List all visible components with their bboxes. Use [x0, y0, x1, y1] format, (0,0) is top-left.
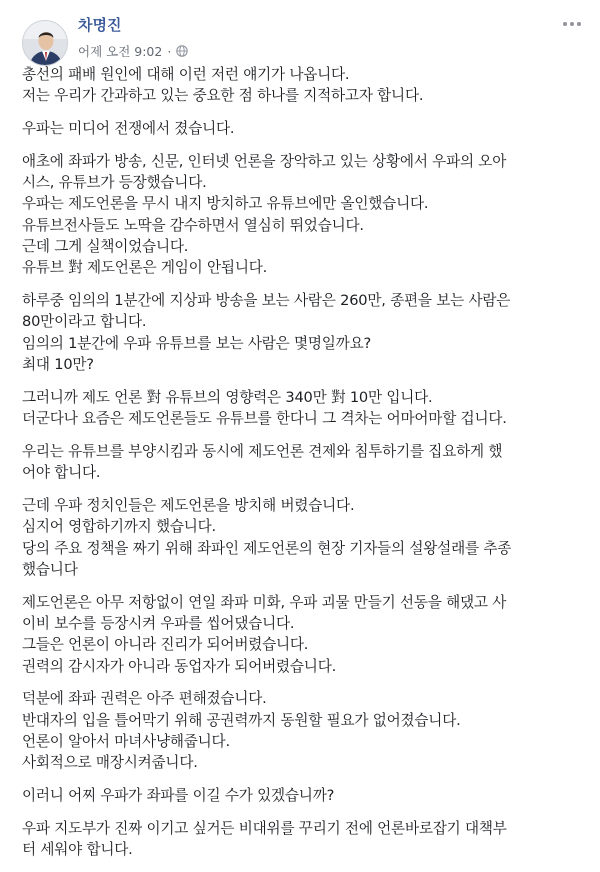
post-text-line: 심지어 영합하기까지 했습니다.: [22, 518, 216, 536]
post-text-line: 더군다나 요즘은 제도언론들도 유튜브를 한다니 그 격차는 어마어마할 겁니다.: [22, 410, 507, 428]
post-text-line: 최대 10만?: [22, 356, 94, 374]
post-text-line: 우리는 유튜브를 부양시킴과 동시에 제도언론 견제와 침투하기를 집요하게 했: [22, 442, 503, 460]
post-text-line: 그들은 언론이 아니라 진리가 되어버렸습니다.: [22, 636, 309, 654]
post-text-line: 우파는 제도언론을 무시 내지 방치하고 유튜브에만 올인했습니다.: [22, 195, 429, 213]
post-paragraph: [22, 118, 578, 139]
post-text-line: 80만이라고 합니다.: [22, 313, 147, 331]
post-text-line: 그러니까 제도 언론 對 유튜브의 영향력은 340만 對 10만 입니다.: [22, 388, 433, 406]
post-text-line: 터 세워야 합니다.: [22, 841, 133, 859]
post-text-line: 우파는 미디어 전쟁에서 졌습니다.: [22, 120, 235, 138]
avatar-image: [23, 21, 68, 66]
post-text-line: 어야 합니다.: [22, 464, 101, 482]
post-text-line: 이러니 어찌 우파가 좌파를 이길 수가 있겠습니까?: [22, 787, 335, 805]
post-text-line: 총선의 패배 원인에 대해 이런 저런 얘기가 나옵니다.: [22, 66, 350, 83]
avatar[interactable]: [22, 20, 68, 66]
post-text-line: 사회적으로 매장시켜줍니다.: [22, 754, 198, 772]
meta-separator: ·: [167, 43, 172, 59]
post-text-line: 했습니다: [22, 560, 78, 578]
post-text-line: 임의의 1분간에 우파 유튜브를 보는 사람은 몇명일까요?: [22, 334, 372, 352]
post-text-line: 반대자의 입을 틀어막기 위해 공권력까지 동원할 필요가 없어졌습니다.: [22, 711, 461, 729]
post-text-line: 언론이 알아서 마녀사냥해줍니다.: [22, 733, 230, 751]
post-paragraph: [22, 495, 578, 580]
post-paragraph: [22, 387, 578, 430]
author-name[interactable]: 차명진: [78, 16, 122, 34]
post-text-line: 유튜브 對 제도언론은 게임이 안됩니다.: [22, 259, 268, 277]
post-text-line: 하루중 임의의 1분간에 지상파 방송을 보는 사람은 260만, 종편을 보는 사람은: [22, 292, 511, 310]
post-text-line: 근데 그게 실책이었습니다.: [22, 238, 189, 256]
post-text-line: 우파 지도부가 진짜 이기고 싶거든 비대위를 꾸리기 전에 언론바로잡기 대책부: [22, 819, 507, 837]
post-text-line: 애초에 좌파가 방송, 신문, 인터넷 언론을 장악하고 있는 상황에서 우파의 오아: [22, 152, 507, 170]
post-header: [12, 12, 588, 70]
post-paragraph: [22, 290, 578, 375]
post-paragraph: [22, 818, 578, 861]
post-paragraph: [22, 785, 578, 806]
post-paragraph: [22, 151, 578, 279]
post-content: [22, 64, 578, 872]
post-paragraph: [22, 592, 578, 677]
post-text-line: 저는 우리가 간과하고 있는 중요한 점 하나를 지적하고자 합니다.: [22, 87, 424, 105]
post-text-line: 유튜브전사들도 노딱을 감수하면서 열심히 뛰었습니다.: [22, 216, 364, 234]
post-meta: [78, 42, 188, 60]
post-text-line: 이비 보수를 등장시켜 우파를 씹어댔습니다.: [22, 615, 295, 633]
post-text-line: 당의 주요 정책을 짜기 위해 좌파인 제도언론의 현장 기자들의 설왕설래를 추종: [22, 539, 512, 557]
post-paragraph: [22, 688, 578, 773]
ellipsis-icon[interactable]: [560, 14, 584, 34]
post-text-line: 제도언론은 아무 저항없이 연일 좌파 미화, 우파 괴물 만들기 선동을 해댔고 사: [22, 593, 507, 611]
globe-icon[interactable]: [176, 45, 188, 57]
post-text-line: 근데 우파 정치인들은 제도언론을 방치해 버렸습니다.: [22, 497, 355, 515]
post-text-line: 덕분에 좌파 권력은 아주 편해졌습니다.: [22, 690, 267, 708]
post-text-line: 시스, 유튜브가 등장했습니다.: [22, 174, 207, 192]
post-paragraph: [22, 64, 578, 107]
post-timestamp[interactable]: 어제 오전 9:02: [78, 44, 163, 59]
post-text-line: 권력의 감시자가 아니라 동업자가 되어버렸습니다.: [22, 657, 337, 675]
post-paragraph: [22, 441, 578, 484]
